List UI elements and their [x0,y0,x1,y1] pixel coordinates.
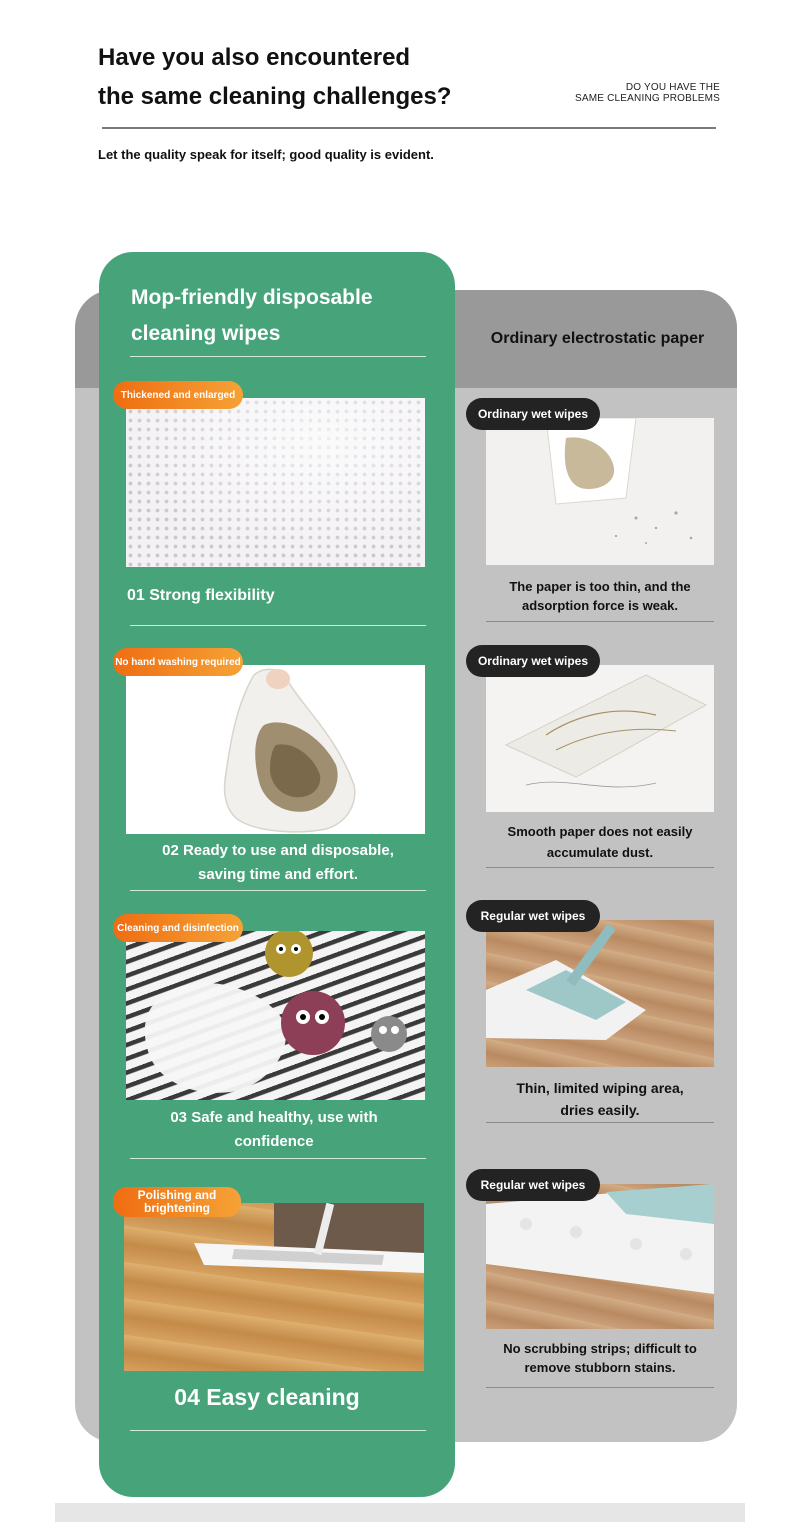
badge-polishing-line-1: Polishing and [137,1188,217,1202]
feature-caption-3-line-2: confidence [234,1133,314,1150]
badge-disinfection: Cleaning and disinfection [113,914,243,942]
dirty-wipe-illustration [126,665,425,834]
comparison-caption-3 [486,1077,714,1121]
comparison-caption-4-line-1: No scrubbing strips; difficult to [503,1341,697,1356]
product-title [131,280,451,352]
feature-caption-1: 01 Strong flexibility [127,587,275,604]
page-title [98,38,558,116]
page-subtitle [560,82,720,104]
comparison-caption-1-line-1: The paper is too thin, and the [509,579,691,594]
page-title-line-2: the same cleaning challenges? [98,83,452,110]
page-title-line-1: Have you also encountered [98,44,411,71]
comparison-caption-1 [486,577,714,615]
mop-illustration [124,1203,424,1371]
badge-ordinary-wet-wipes-2: Ordinary wet wipes [466,645,600,677]
comparison-caption-2-line-2: accumulate dust. [546,845,654,860]
feature-caption-2 [130,839,426,887]
product-title-line-2: cleaning wipes [131,322,281,345]
comparison-caption-2-line-1: Smooth paper does not easily [507,824,693,839]
fabric-texture-photo [126,398,425,567]
feature-caption-2-line-1: 02 Ready to use and disposable, [162,842,394,859]
badge-polishing [113,1187,241,1217]
page-subtitle-line-1: DO YOU HAVE THE [625,82,720,93]
badge-regular-wet-wipes-1: Regular wet wipes [466,900,600,932]
comparison-caption-4 [486,1339,714,1377]
germ-illustration [126,931,425,1100]
feature-caption-3-line-1: 03 Safe and healthy, use with [170,1109,378,1126]
feature-caption-3 [126,1106,422,1154]
badge-polishing-line-2: brightening [144,1201,210,1215]
germ-cleaning-photo [126,931,425,1100]
bottom-strip [55,1503,745,1522]
feature-divider-1 [130,625,426,626]
comparison-title: Ordinary electrostatic paper [490,330,705,347]
comparison-caption-1-line-2: adsorption force is weak. [521,598,679,613]
comparison-caption-3-line-2: dries easily. [560,1102,640,1118]
feature-divider-3 [130,1158,426,1159]
thin-paper-illustration [486,418,714,565]
header-divider [102,127,716,129]
comparison-divider-2 [486,867,714,868]
dirty-wipe-photo [126,665,425,834]
thin-paper-photo [486,418,714,565]
page-subtitle-line-2: SAME CLEANING PROBLEMS [575,93,720,104]
comparison-caption-2 [486,821,714,863]
no-strip-mop-illustration [486,1184,714,1329]
thin-mop-illustration [486,920,714,1067]
feature-caption-2-line-2: saving time and effort. [197,866,359,883]
badge-ordinary-wet-wipes-1: Ordinary wet wipes [466,398,600,430]
comparison-divider-1 [486,621,714,622]
thin-mop-photo [486,920,714,1067]
mop-floor-photo [124,1203,424,1371]
badge-no-hand-washing: No hand washing required [113,648,243,676]
product-title-divider [130,356,426,357]
badge-thickened: Thickened and enlarged [113,381,243,409]
smooth-paper-photo [486,665,714,812]
comparison-divider-3 [486,1122,714,1123]
feature-divider-2 [130,890,426,891]
tagline: Let the quality speak for itself; good quality is evident. [98,147,434,162]
comparison-caption-4-line-2: remove stubborn stains. [524,1360,676,1375]
badge-regular-wet-wipes-2: Regular wet wipes [466,1169,600,1201]
comparison-caption-3-line-1: Thin, limited wiping area, [516,1080,684,1096]
fabric-sheen [126,398,425,567]
feature-divider-4 [130,1430,426,1431]
product-title-line-1: Mop-friendly disposable [131,286,373,309]
comparison-divider-4 [486,1387,714,1388]
smooth-paper-illustration [486,665,714,812]
no-strip-mop-photo [486,1184,714,1329]
feature-caption-4: 04 Easy cleaning [174,1384,360,1410]
